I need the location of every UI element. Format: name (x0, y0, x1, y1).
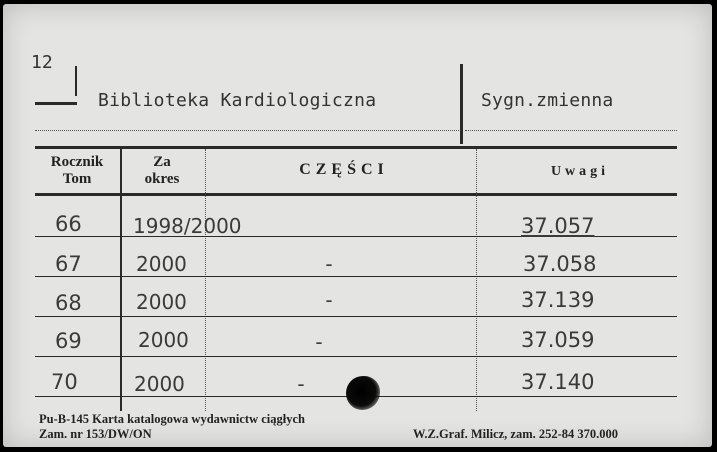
table-row-2-czesci: - (325, 252, 333, 276)
table-row-2-uwagi: 37.058 (523, 252, 597, 276)
table-row-2-tom: 67 (55, 252, 82, 276)
table-row-1-uwagi: 37.057 (521, 214, 595, 238)
table-row-3-okres: 2000 (136, 290, 187, 314)
footer-order-number: Zam. nr 153/DW/ON (39, 427, 152, 441)
dotted-rule-right (465, 130, 677, 131)
table-top-rule (35, 146, 677, 149)
header-rocznik: Rocznik Tom (50, 154, 104, 187)
table-row-1-okres: 1998/2000 (133, 214, 242, 238)
ink-stain (346, 376, 380, 410)
header-czesci: CZĘŚCI (299, 161, 389, 178)
catalog-card (3, 4, 712, 447)
footer-printer: W.Z.Graf. Milicz, zam. 252-84 370.000 (413, 427, 619, 441)
header-za-okres: Za okres (144, 154, 180, 187)
card-number: 12 (31, 52, 53, 73)
table-header-rule (35, 193, 677, 196)
table-row-5-tom: 70 (51, 370, 78, 394)
table-row-1-tom: 66 (55, 212, 82, 236)
table-row-3-uwagi: 37.139 (521, 288, 595, 312)
table-row-2-okres: 2000 (136, 252, 187, 276)
table-row-4-uwagi: 37.059 (521, 328, 595, 352)
table-row-3-tom: 68 (55, 291, 82, 315)
table-row-4-czesci: - (315, 330, 323, 354)
header-uwagi: Uwagi (550, 164, 610, 179)
table-row-4-tom: 69 (55, 329, 82, 353)
header-divider (460, 64, 463, 144)
tick-mark (75, 66, 77, 96)
column-divider-3 (476, 149, 477, 411)
row-rule-4 (35, 356, 677, 357)
footer-form-title: Pu-B-145 Karta katalogowa wydawnictw ciągłych (39, 412, 305, 426)
signature-field: Sygn.zmienna (481, 90, 614, 111)
dash-mark (35, 102, 77, 105)
table-row-3-czesci: - (325, 288, 333, 312)
row-rule-2 (35, 276, 677, 277)
table-row-5-uwagi: 37.140 (521, 370, 595, 394)
dotted-rule-left (35, 130, 459, 131)
column-divider-2 (205, 149, 206, 411)
table-row-5-czesci: - (297, 372, 305, 396)
row-rule-3 (35, 316, 677, 317)
table-row-5-okres: 2000 (134, 372, 185, 396)
library-name: Biblioteka Kardiologiczna (98, 90, 377, 111)
table-row-4-okres: 2000 (138, 328, 189, 352)
column-divider-1 (120, 149, 122, 411)
